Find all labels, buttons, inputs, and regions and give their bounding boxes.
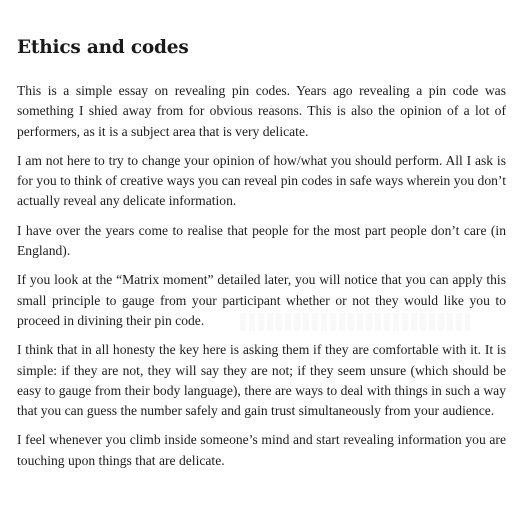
paragraph-2: I am not here to try to change your opinion of how/what you should perform. All I ask is for you to think of creative ways you can reveal pin codes in safe ways wherein you don’t actually reveal any delicate information.: [17, 152, 506, 209]
paragraph-6: I feel whenever you climb inside someone’s mind and start revealing information you are touching upon things that are delicate.: [17, 432, 506, 468]
paragraph-1: This is a simple essay on revealing pin codes. Years ago revealing a pin code was something I shied away from for obvious reasons. This is also the opinion of a lot of performers, as it is a subject area that is very delicate.: [17, 83, 506, 139]
paragraph-5: I think that in all honesty the key here is asking them if they are comfortable with it. It is simple: if they are not, they will say they are not; if they seem unsure (which should be easy to gauge from their body language), there are ways to deal with things in such a way that you can guess the number safely and gain trust simultaneously from your audience.: [17, 342, 506, 419]
paragraph-3: I have over the years come to realise that people for the most part people don’t care (in England).: [17, 222, 506, 259]
paragraph-4: If you look at the “Matrix moment” detailed later, you will notice that you can apply this small principle to gauge from your participant whether or not they would like you to proceed in divining their pin code.: [17, 272, 506, 328]
section-heading: Ethics and codes: [17, 37, 189, 58]
